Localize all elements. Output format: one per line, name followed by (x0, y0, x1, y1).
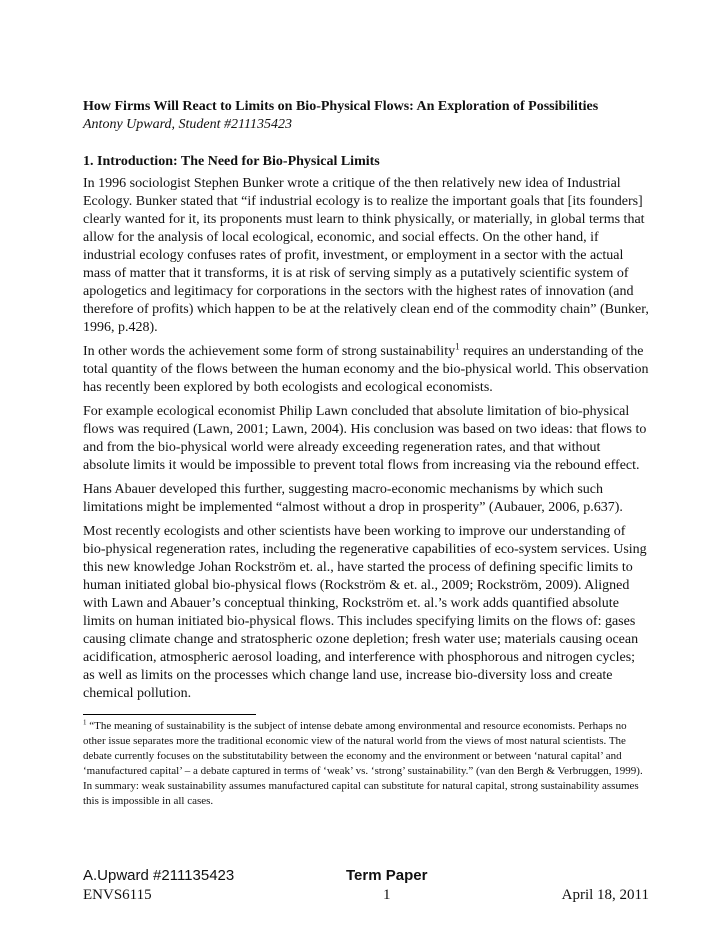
footnote-text: “The meaning of sustainability is the subject of intense debate among environmental and resource economists. Perhaps no other issue separates more the traditional economic view of the natural world from the views of most natural scientists. The debate currently focuses on the substitutability between the economy and the environment or between ‘natural capital’ and ‘manufactured capital’ – a debate captured in terms of ‘weak’ vs. ‘strong’ sustainability.” (van den Bergh & Verbruggen, 1999). In summary: weak sustainability assumes manufactured capital can substitute for natural capital, strong sustainability assumes this is impossible in all cases. (83, 720, 643, 807)
paragraph-rockstrom: Most recently ecologists and other scientists have been working to improve our understanding of bio-physical regeneration rates, including the regenerative capabilities of eco-system services. Using this new knowledge Johan Rockström et. al., have started the process of defining specific limits to human initiated global bio-physical flows (Rockström & et. al., 2009; Rockström, 2009). Aligned with Lawn and Abauer’s conceptual thinking, Rockström et. al.’s work adds quantified absolute limits on human initiated bio-physical flows. This includes specifying limits on the flows of: gases causing climate change and stratospheric ozone depletion; fresh water use; materials causing ocean acidification, atmospheric aerosol loading, and interference with phosphorous and nitrogen cycles; as well as limits on the processes which change land use, increase bio-diversity loss and create chemical pollution. (83, 524, 647, 701)
footnote (83, 719, 649, 809)
footnote-separator (83, 714, 256, 715)
paragraph-abauer: Hans Abauer developed this further, suggesting macro-economic mechanisms by which such limitations might be implemented “almost without a drop in prosperity” (Aubauer, 2006, p.637). (83, 482, 623, 515)
footer-date: April 18, 2011 (561, 887, 649, 903)
paragraph-bunker: In 1996 sociologist Stephen Bunker wrote a critique of the then relatively new idea of Industrial Ecology. Bunker stated that “if industrial ecology is to realize the important goals that [its founders] clearly wanted for it, its proponents must learn to think physically, or materially, in global terms that allow for the analysis of local ecological, economic, and social effects. On the other hand, if industrial ecology confuses rates of profit, investment, or employment in a sector with the actual mass of matter that it transforms, it is at risk of serving simply as a putatively scientific system of apologetics and legitimacy for corporations in the sectors with the highest rates of innovation (and therefore of profits) which happen to be at the relatively clean end of the commodity chain” (Bunker, 1996, p.428). (83, 176, 649, 335)
footer-doc-type: Term Paper (346, 867, 428, 884)
footer-page-number: 1 (383, 887, 391, 903)
paragraph-strong-sustainability (83, 343, 649, 397)
author-line: Antony Upward, Student #211135423 (83, 117, 292, 132)
footer-student-name: A.Upward #211135423 (83, 867, 235, 884)
footnote-mark: 1 (83, 718, 87, 727)
page-content (83, 98, 649, 809)
paragraph-text: In other words the achievement some form of strong sustainability (83, 344, 456, 359)
section-heading: 1. Introduction: The Need for Bio-Physical Limits (83, 154, 380, 169)
page-footer (83, 866, 649, 906)
paragraph-lawn: For example ecological economist Philip Lawn concluded that absolute limitation of bio-physical flows was required (Lawn, 2001; Lawn, 2004). His conclusion was based on two ideas: that flows to and from the bio-physical world were already exceeding regeneration rates, and that without absolute limits it would be impossible to prevent total flows from increasing via the rebound effect. (83, 404, 647, 473)
footnote-reference[interactable]: 1 (455, 341, 460, 352)
footer-course-code: ENVS6115 (83, 887, 152, 903)
paper-title: How Firms Will React to Limits on Bio-Physical Flows: An Exploration of Possibilities (83, 99, 599, 114)
paragraph-text: requires an understanding of the total quantity of the flows between the human economy and the bio-physical world. This observation has recently been explored by both ecologists and ecological economists. (83, 344, 649, 395)
